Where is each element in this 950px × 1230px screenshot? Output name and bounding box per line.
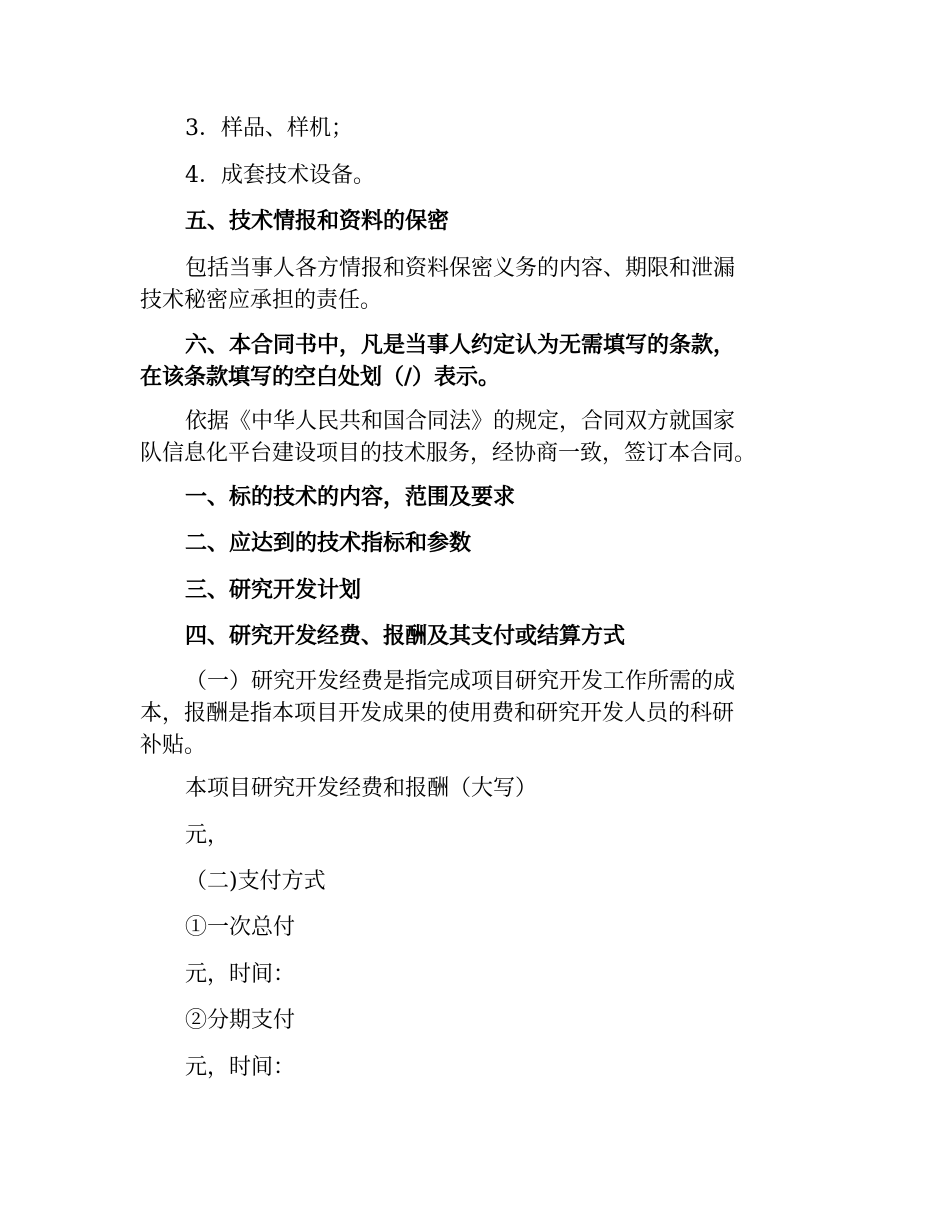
section-heading-technical-indicators: 二、应达到的技术指标和参数 [185, 531, 472, 556]
list-item-samples: 3．样品、样机； [185, 116, 353, 141]
paragraph-yuan: 元， [185, 823, 230, 848]
heading-line: 六、本合同书中，凡是当事人约定认为无需填写的条款， [185, 333, 736, 358]
section-heading-subject-scope: 一、标的技术的内容，范围及要求 [185, 485, 516, 510]
section-heading-funding-payment: 四、研究开发经费、报酬及其支付或结算方式 [185, 624, 626, 649]
paragraph-legal-basis [140, 406, 830, 470]
paragraph-confidentiality [140, 253, 830, 317]
section-heading-blank-clauses [140, 330, 830, 394]
paragraph-line: 依据《中华人民共和国合同法》的规定，合同双方就国家 [185, 409, 736, 434]
paragraph-lump-sum: ①一次总付 [185, 915, 296, 940]
paragraph-funding-definition [140, 666, 830, 762]
paragraph-lump-sum-time: 元，时间： [185, 962, 296, 987]
heading-line: 在该条款填写的空白处划（/）表示。 [140, 365, 501, 390]
paragraph-payment-method: （二)支付方式 [185, 869, 326, 894]
paragraph-installments: ②分期支付 [185, 1008, 296, 1033]
paragraph-line: 补贴。 [140, 733, 207, 758]
paragraph-line: 队信息化平台建设项目的技术服务，经协商一致，签订本合同。 [140, 441, 757, 466]
paragraph-line: 本，报酬是指本项目开发成果的使用费和研究开发人员的科研 [140, 701, 735, 726]
section-heading-confidentiality: 五、技术情报和资料的保密 [185, 209, 450, 234]
paragraph-line: 包括当事人各方情报和资料保密义务的内容、期限和泄漏 [185, 256, 736, 281]
paragraph-line: 技术秘密应承担的责任。 [140, 288, 383, 313]
paragraph-funding-amount: 本项目研究开发经费和报酬（大写） [185, 776, 538, 801]
section-heading-development-plan: 三、研究开发计划 [185, 578, 362, 603]
paragraph-installments-time: 元，时间： [185, 1055, 296, 1080]
paragraph-line: （一）研究开发经费是指完成项目研究开发工作所需的成 [185, 669, 736, 694]
list-item-equipment: 4．成套技术设备。 [185, 163, 375, 188]
